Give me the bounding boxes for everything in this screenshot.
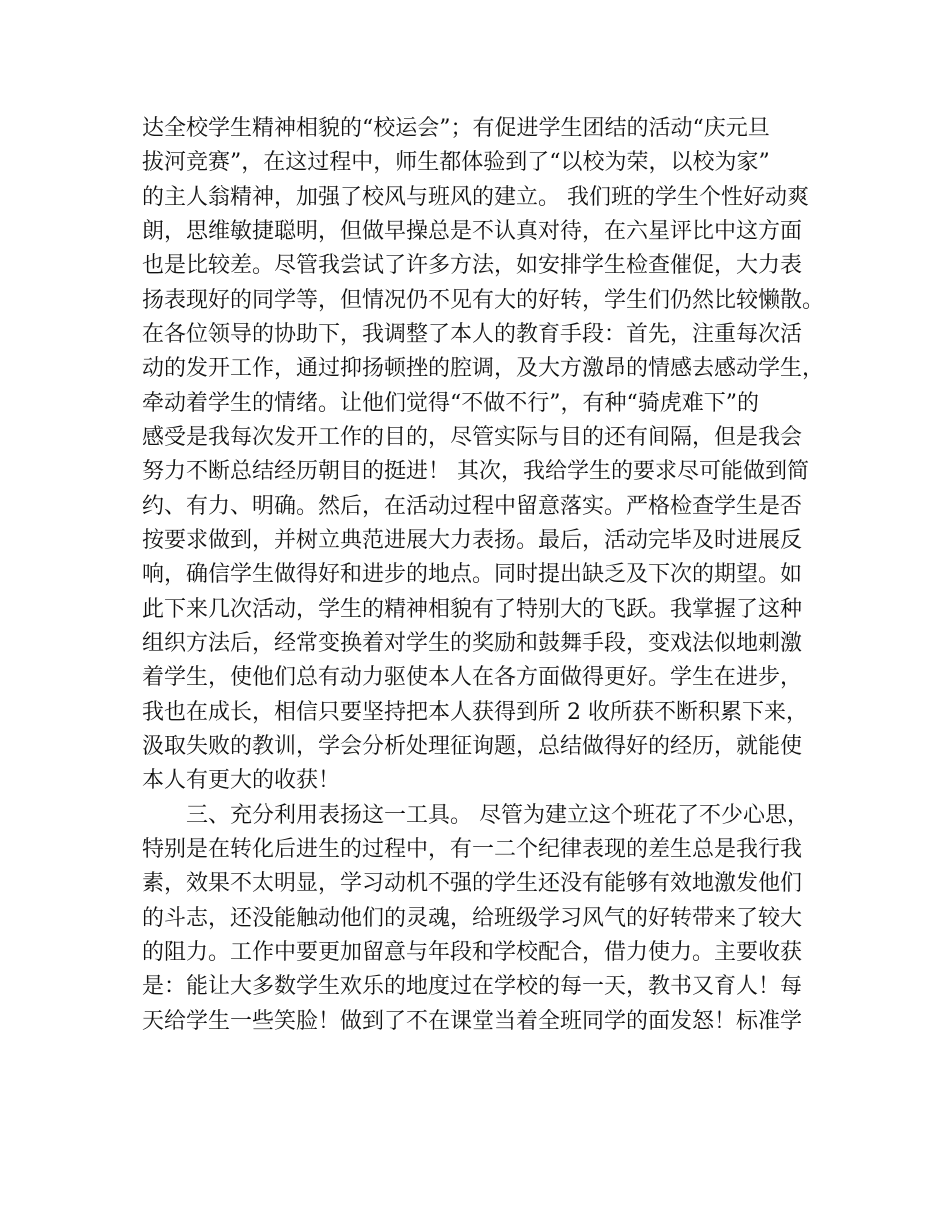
text-line: 是：能让大多数学生欢乐的地度过在学校的每一天，教书又育人！每: [142, 974, 803, 1000]
text-line: 牵动着学生的情绪。让他们觉得“不做不行”，有种“骑虎难下”的: [142, 390, 759, 416]
text-line: 着学生，使他们总有动力驱使本人在各方面做得更好。学生在进步，: [142, 665, 803, 691]
text-line: 也是比较差。尽管我尝试了许多方法，如安排学生检查催促，大力表: [142, 253, 803, 279]
text-line: 本人有更大的收获！: [142, 768, 341, 794]
text-line: 按要求做到，并树立典范进展大力表扬。最后，活动完毕及时进展反: [142, 527, 803, 553]
text-line: 的主人翁精神，加强了校风与班风的建立。 我们班的学生个性好动爽: [142, 184, 809, 210]
text-line: 素，效果不太明显，学习动机不强的学生还没有能够有效地激发他们: [142, 871, 803, 897]
text-line: 响，确信学生做得好和进步的地点。同时提出缺乏及下次的期望。如: [142, 562, 803, 588]
text-line: 拔河竞赛”，在这过程中，师生都体验到了“以校为荣，以校为家”: [142, 150, 770, 176]
text-line: 汲取失败的教训，学会分析处理征询题，总结做得好的经历，就能使: [142, 733, 803, 759]
text-line: 组织方法后，经常变换着对学生的奖励和鼓舞手段，变戏法似地刺激: [142, 630, 803, 656]
text-line: 朗，思维敏捷聪明，但做早操总是不认真对待，在六星评比中这方面: [142, 218, 803, 244]
text-line: 的阻力。工作中要更加留意与年段和学校配合，借力使力。主要收获: [142, 939, 803, 965]
text-line: 此下来几次活动，学生的精神相貌有了特别大的飞跃。我掌握了这种: [142, 596, 803, 622]
text-line: 扬表现好的同学等，但情况仍不见有大的好转，学生们仍然比较懒散。: [142, 287, 825, 313]
text-line: 我也在成长，相信只要坚持把本人获得到所 2 收所获不断积累下来，: [142, 699, 808, 725]
text-line: 感受是我每次发开工作的目的，尽管实际与目的还有间隔，但是我会: [142, 424, 803, 450]
text-line: 达全校学生精神相貌的“校运会”；有促进学生团结的活动“庆元旦: [142, 116, 770, 141]
section-heading-line: 三、充分利用表扬这一工具。 尽管为建立这个班花了不少心思，: [186, 802, 809, 828]
text-line: 在各位领导的协助下，我调整了本人的教育手段：首先，注重每次活: [142, 321, 803, 347]
text-line: 动的发开工作，通过抑扬顿挫的腔调，及大方激昂的情感去感动学生，: [142, 356, 825, 382]
text-line: 天给学生一些笑脸！做到了不在课堂当着全班同学的面发怒！标准学: [142, 1008, 803, 1034]
text-line: 努力不断总结经历朝目的挺进！ 其次，我给学生的要求尽可能做到简: [142, 459, 809, 485]
text-line: 约、有力、明确。然后，在活动过程中留意落实。严格检查学生是否: [142, 493, 803, 519]
body-text: [142, 112, 825, 1039]
text-line: 的斗志，还没能触动他们的灵魂，给班级学习风气的好转带来了较大: [142, 905, 803, 931]
text-line: 特别是在转化后进生的过程中，有一二个纪律表现的差生总是我行我: [142, 836, 803, 862]
